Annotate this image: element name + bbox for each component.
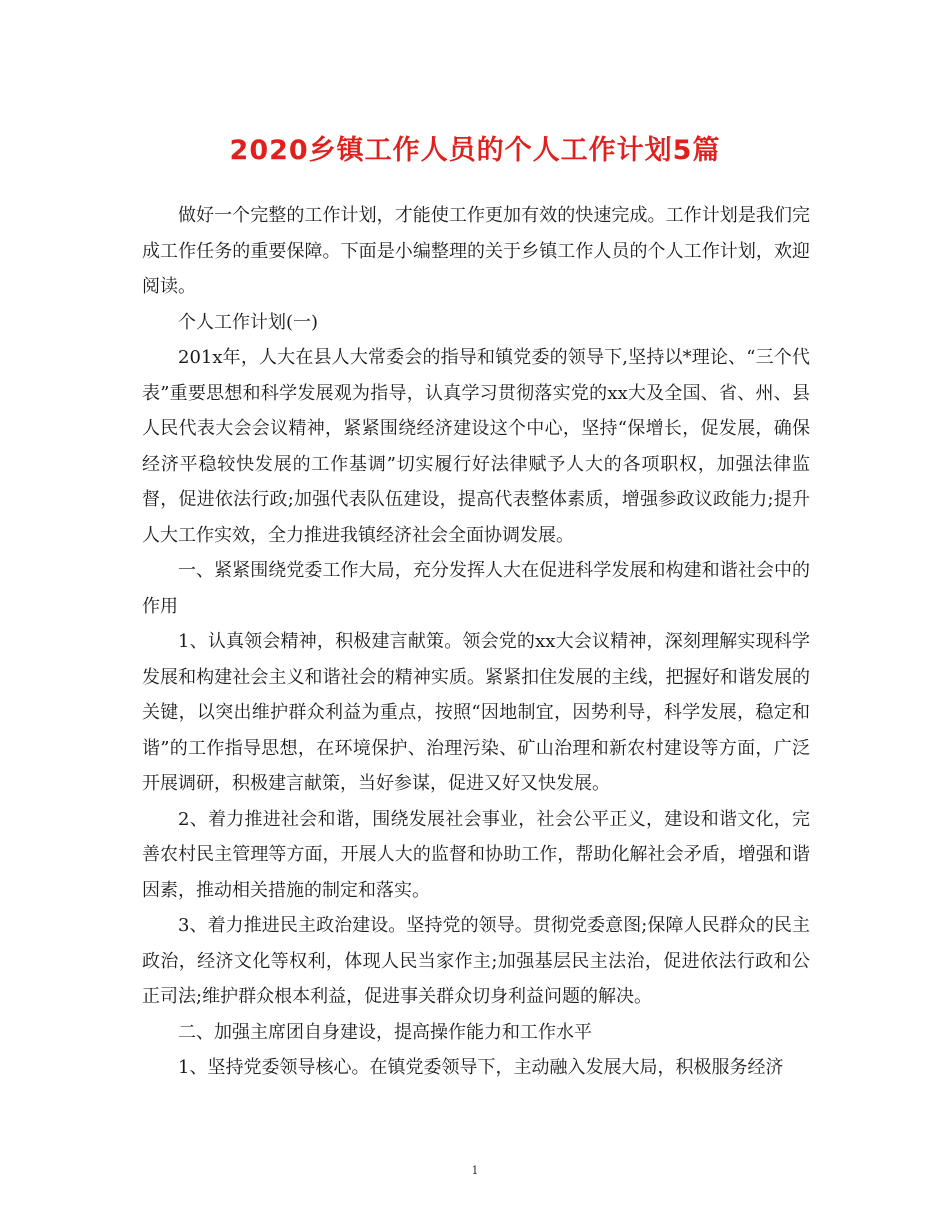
body-paragraph: 1、坚持党委领导核心。在镇党委领导下，主动融入发展大局，积极服务经济 [178,1057,784,1078]
intro-paragraph: 做好一个完整的工作计划，才能使工作更加有效的快速完成。工作计划是我们完成工作任务的重要保障。下面是小编整理的关于乡镇工作人员的个人工作计划，欢迎阅读。 [142,205,810,297]
body-paragraph: 3、着力推进民主政治建设。坚持党的领导。贯彻党委意图;保障人民群众的民主政治，经济文化等权利，体现人民当家作主;加强基层民主法治，促进依法行政和公正司法;维护群众根本利益，促进事关群众切身利益问题的解决。 [142,915,810,1007]
document-body [142,198,810,1086]
document-title: 2020乡镇工作人员的个人工作计划5篇 [229,135,721,166]
section-heading-two: 二、加强主席团自身建设，提高操作能力和工作水平 [178,1021,592,1043]
section-heading-one: 一、紧紧围绕党委工作大局，充分发挥人大在促进科学发展和构建和谐社会中的作用 [142,560,810,617]
body-paragraph: 2、着力推进社会和谐，围绕发展社会事业，社会公平正义，建设和谐文化，完善农村民主管理等方面，开展人大的监督和协助工作，帮助化解社会矛盾，增强和谐因素，推动相关措施的制定和落实。 [142,808,810,901]
page-number: 1 [471,1164,479,1177]
body-paragraph: 1、认真领会精神，积极建言献策。领会党的xx大会议精神，深刻理解实现科学发展和构建社会主义和谐社会的精神实质。紧紧扣住发展的主线，把握好和谐发展的关键，以突出维护群众利益为重点，按照“因地制宜，因势利导，科学发展，稳定和谐”的工作指导思想，在环境保护、治理污染、矿山治理和新农村建设等方面，广泛开展调研，积极建言献策，当好参谋，促进又好又快发展。 [142,631,810,794]
section-heading-plan-one: 个人工作计划(一) [178,311,319,333]
body-paragraph: 201x年，人大在县人大常委会的指导和镇党委的领导下,坚持以*理论、“三个代表”重要思想和科学发展观为指导，认真学习贯彻落实党的xx大及全国、省、州、县人民代表大会会议精神，紧紧围绕经济建设这个中心，坚持“保增长，促发展，确保经济平稳较快发展的工作基调”切实履行好法律赋予人大的各项职权，加强法律监督，促进依法行政;加强代表队伍建设，提高代表整体素质，增强参政议政能力;提升人大工作实效，全力推进我镇经济社会全面协调发展。 [142,347,811,546]
